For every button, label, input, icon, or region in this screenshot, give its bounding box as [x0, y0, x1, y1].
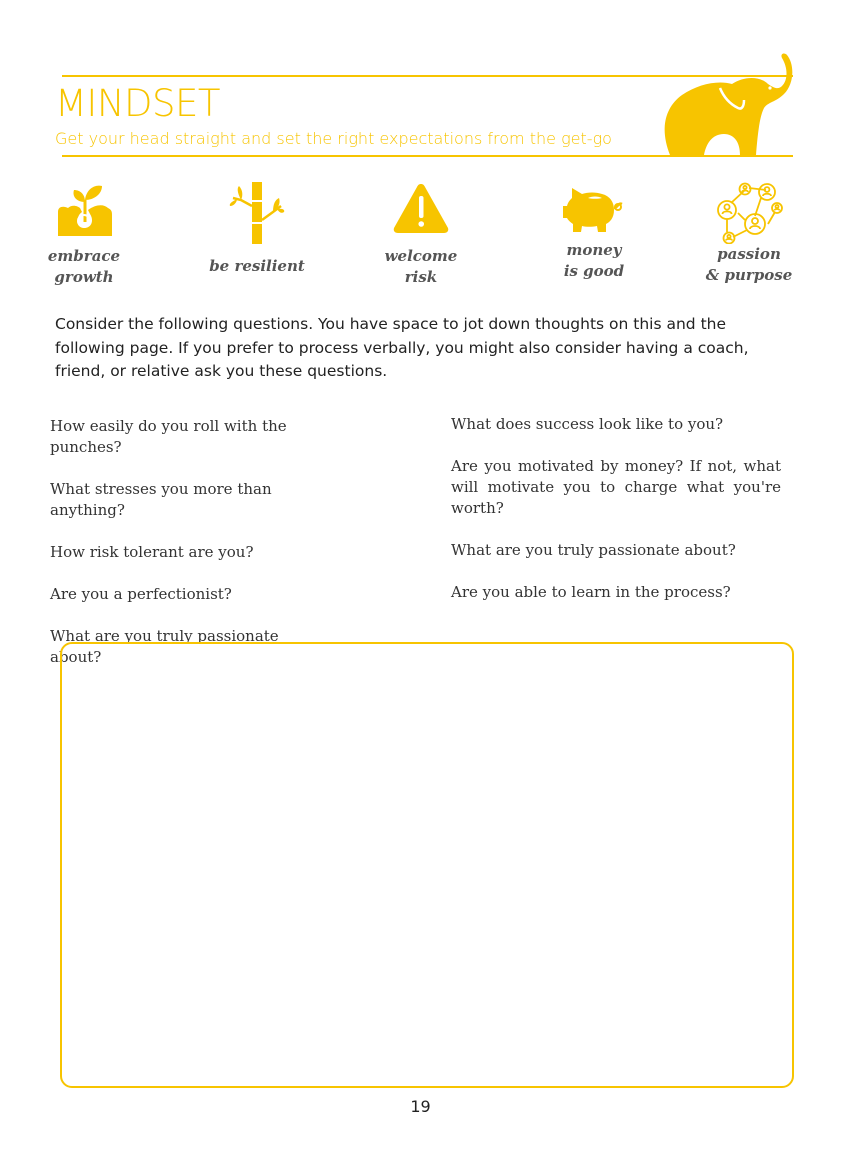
page-subtitle: Get your head straight and set the right expectations from the get-go [55, 129, 612, 148]
question-item: What does success look like to you? [451, 415, 724, 433]
bamboo-icon [229, 182, 285, 244]
question-item: Are you a perfectionist? [50, 585, 232, 603]
page-title: MINDSET [55, 82, 220, 125]
principle-label: be resilient [209, 257, 305, 275]
intro-paragraph: Consider the following questions. You have space to jot down thoughts on this and the following page. If you prefer to process verbally, you might also consider having a coach, friend, or relative ask you these questions. [55, 315, 749, 380]
principle-be-resilient [187, 182, 327, 277]
question-item: How easily do you roll with the punches? [50, 417, 287, 456]
notes-box[interactable] [60, 642, 794, 1088]
question-item: What are you truly passionate about? [451, 541, 736, 559]
piggy-bank-icon [562, 182, 626, 234]
question-item: What are you truly passionate about? [50, 627, 279, 666]
principle-welcome-risk [351, 182, 491, 288]
principle-label: passion & purpose [705, 245, 793, 284]
elephant-icon [660, 50, 795, 158]
warning-icon [392, 182, 450, 234]
principle-label: welcome risk [384, 247, 458, 286]
sprout-icon [56, 182, 112, 238]
questions-right-column [451, 414, 781, 624]
principle-passion-purpose [679, 182, 819, 286]
principle-money-is-good [524, 182, 664, 282]
principle-label: money is good [563, 241, 625, 280]
question-item: Are you able to learn in the process? [451, 583, 731, 601]
question-item: What stresses you more than anything? [50, 480, 272, 519]
page-number: 19 [410, 1097, 431, 1116]
principle-label: embrace growth [47, 247, 121, 286]
network-icon [713, 182, 785, 244]
principle-embrace-growth [14, 182, 154, 288]
question-item: How risk tolerant are you? [50, 543, 254, 561]
question-item: Are you motivated by money? If not, what will motivate you to charge what you're worth? [451, 457, 781, 517]
